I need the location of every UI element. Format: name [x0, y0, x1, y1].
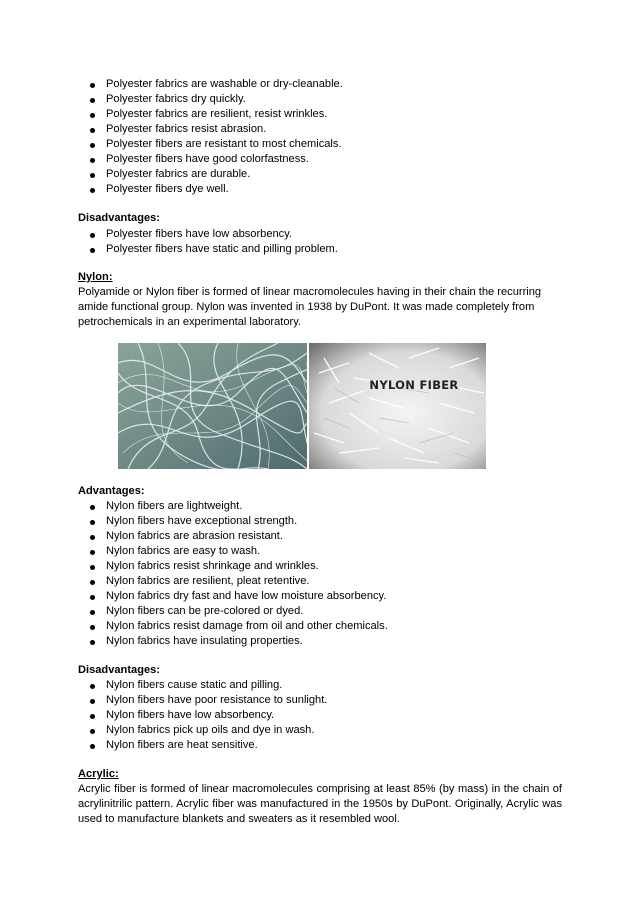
- list-item: Nylon fabrics resist shrinkage and wrinkles.: [78, 559, 562, 574]
- list-item: Polyester fibers dye well.: [78, 182, 562, 197]
- list-item: Nylon fibers have exceptional strength.: [78, 514, 562, 529]
- nylon-heading: Nylon:: [78, 271, 113, 283]
- bullet-icon: [90, 233, 95, 238]
- polyester-disadvantages-heading: Disadvantages:: [78, 212, 161, 224]
- acrylic-heading: Acrylic:: [78, 768, 119, 780]
- list-item: Nylon fabrics have insulating properties.: [78, 634, 562, 649]
- nylon-fiber-image-label: NYLON FIBER: [369, 378, 459, 392]
- list-item: Polyester fabrics dry quickly.: [78, 92, 562, 107]
- bullet-icon: [90, 113, 95, 118]
- bullet-icon: [90, 729, 95, 734]
- list-item: Nylon fabrics pick up oils and dye in wash.: [78, 723, 562, 738]
- nylon-advantages-list: [78, 499, 562, 649]
- nylon-disadvantages-list: [78, 678, 562, 753]
- bullet-icon: [90, 565, 95, 570]
- list-item: Nylon fabrics resist damage from oil and other chemicals.: [78, 619, 562, 634]
- list-item: Polyester fabrics are washable or dry-cleanable.: [78, 77, 562, 92]
- polyester-advantages-list: [78, 77, 562, 197]
- list-item: Polyester fibers have low absorbency.: [78, 227, 562, 242]
- list-item: Polyester fabrics are resilient, resist wrinkles.: [78, 107, 562, 122]
- bullet-icon: [90, 550, 95, 555]
- list-item: Nylon fabrics dry fast and have low moisture absorbency.: [78, 589, 562, 604]
- list-item: Nylon fibers have poor resistance to sunlight.: [78, 693, 562, 708]
- list-item: Polyester fabrics are durable.: [78, 167, 562, 182]
- nylon-tangled-fibers-image: [118, 343, 307, 469]
- bullet-icon: [90, 684, 95, 689]
- bullet-icon: [90, 83, 95, 88]
- bullet-icon: [90, 158, 95, 163]
- bullet-icon: [90, 580, 95, 585]
- bullet-icon: [90, 640, 95, 645]
- bullet-icon: [90, 520, 95, 525]
- polyester-disadvantages-list: [78, 227, 562, 257]
- list-item: Nylon fibers are lightweight.: [78, 499, 562, 514]
- bullet-icon: [90, 98, 95, 103]
- list-item: Polyester fibers have static and pilling problem.: [78, 242, 562, 257]
- bullet-icon: [90, 699, 95, 704]
- list-item: Nylon fabrics are abrasion resistant.: [78, 529, 562, 544]
- bullet-icon: [90, 625, 95, 630]
- list-item: Nylon fabrics are resilient, pleat retentive.: [78, 574, 562, 589]
- bullet-icon: [90, 143, 95, 148]
- bullet-icon: [90, 610, 95, 615]
- list-item: Nylon fibers cause static and pilling.: [78, 678, 562, 693]
- bullet-icon: [90, 505, 95, 510]
- list-item: Nylon fibers have low absorbency.: [78, 708, 562, 723]
- list-item: Polyester fibers have good colorfastness.: [78, 152, 562, 167]
- bullet-icon: [90, 595, 95, 600]
- list-item: Nylon fabrics are easy to wash.: [78, 544, 562, 559]
- nylon-disadvantages-heading: Disadvantages:: [78, 664, 161, 676]
- list-item: Nylon fibers can be pre-colored or dyed.: [78, 604, 562, 619]
- bullet-icon: [90, 714, 95, 719]
- bullet-icon: [90, 248, 95, 253]
- nylon-advantages-heading: Advantages:: [78, 485, 145, 497]
- nylon-paragraph: Polyamide or Nylon fiber is formed of linear macromolecules having in their chain the recurring amide functional group. Nylon was invented in 1938 by DuPont. It was made completely from petrochemicals in an experimental laboratory.: [78, 286, 542, 328]
- acrylic-paragraph: Acrylic fiber is formed of linear macromolecules comprising at least 85% (by mass) in the chain of acrylinitrilic pattern. Acrylic fiber was manufactured in the 1950s by DuPont. Originally, Acrylic was used to manufacture blankets and sweaters as it resembled wool.: [78, 783, 562, 825]
- list-item: Polyester fibers are resistant to most chemicals.: [78, 137, 562, 152]
- nylon-fiber-pile-image: [309, 343, 486, 469]
- bullet-icon: [90, 744, 95, 749]
- bullet-icon: [90, 173, 95, 178]
- bullet-icon: [90, 128, 95, 133]
- nylon-fiber-photo-left: [118, 343, 307, 469]
- bullet-icon: [90, 535, 95, 540]
- nylon-fiber-photo-right: [309, 343, 486, 469]
- list-item: Nylon fibers are heat sensitive.: [78, 738, 562, 753]
- list-item: Polyester fabrics resist abrasion.: [78, 122, 562, 137]
- bullet-icon: [90, 188, 95, 193]
